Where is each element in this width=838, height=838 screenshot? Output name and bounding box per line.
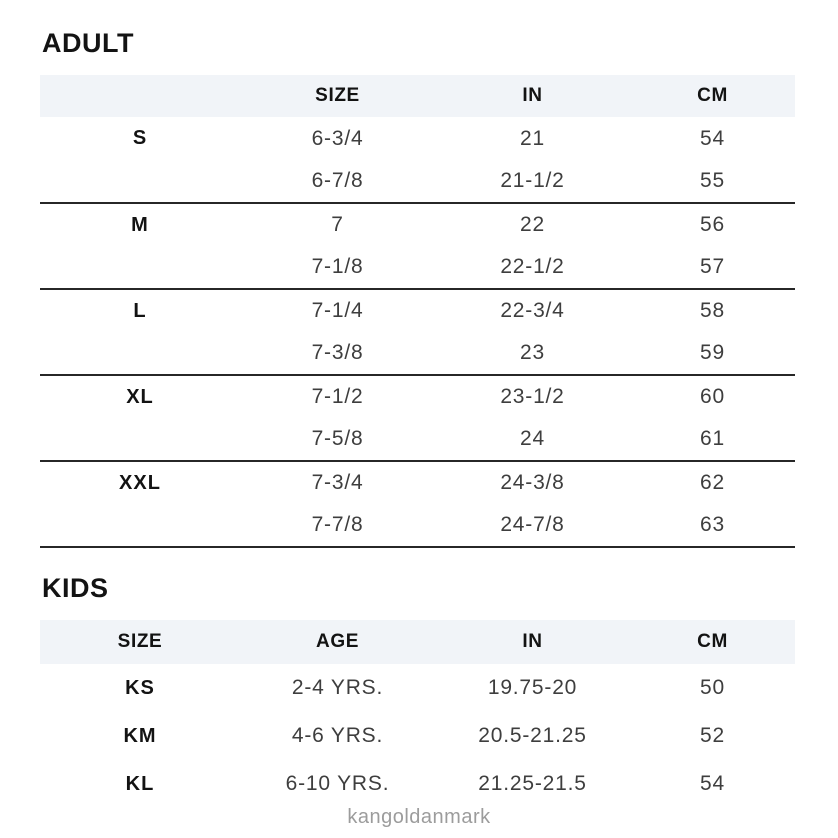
cell-cm: 61	[630, 418, 795, 461]
cell-size: 7-3/8	[240, 332, 435, 375]
cell-in: 19.75-20	[487, 676, 578, 699]
adult-header-cm: CM	[630, 75, 795, 117]
kids-header-cm: CM	[630, 620, 795, 664]
table-row	[40, 203, 795, 246]
cell-size: 6-7/8	[240, 160, 435, 203]
kids-section-title: KIDS	[42, 573, 109, 603]
adult-size-table	[40, 75, 795, 548]
cell-cm: 54	[700, 126, 725, 150]
cell-in: 21-1/2	[435, 160, 630, 203]
cell-size: 7	[331, 213, 344, 236]
size-label-kl: KL	[125, 772, 155, 795]
table-row	[40, 461, 795, 504]
table-row	[40, 418, 795, 461]
table-row	[40, 712, 795, 760]
table-row	[40, 760, 795, 808]
adult-header-blank	[40, 75, 240, 117]
kids-header-size: SIZE	[40, 620, 240, 664]
cell-size: 7-1/2	[311, 385, 364, 408]
size-label-l: L	[133, 299, 147, 322]
kids-header-row	[40, 620, 795, 664]
cell-in: 21.25-21.5	[478, 772, 587, 795]
cell-in: 22-1/2	[435, 246, 630, 289]
cell-cm: 57	[630, 246, 795, 289]
table-row	[40, 117, 795, 160]
cell-cm: 59	[630, 332, 795, 375]
cell-age: 4-6 YRS.	[291, 724, 384, 747]
size-label-ks: KS	[125, 676, 155, 699]
cell-in: 22	[520, 213, 545, 236]
cell-in: 21	[520, 126, 545, 150]
size-label-km: KM	[123, 724, 157, 747]
cell-cm: 63	[630, 504, 795, 547]
table-row	[40, 289, 795, 332]
cell-cm: 56	[700, 213, 725, 236]
table-row	[40, 246, 795, 289]
cell-cm: 52	[700, 724, 725, 747]
cell-in: 24	[435, 418, 630, 461]
size-chart-page	[0, 28, 838, 808]
cell-in: 23	[435, 332, 630, 375]
cell-age: 2-4 YRS.	[291, 676, 384, 699]
adult-table-header	[40, 75, 795, 117]
cell-blank	[40, 332, 240, 375]
watermark-text: kangoldanmark	[347, 806, 491, 828]
cell-in: 23-1/2	[500, 385, 565, 408]
table-row	[40, 332, 795, 375]
cell-cm: 54	[700, 772, 725, 795]
adult-section-title: ADULT	[42, 28, 134, 58]
cell-cm: 62	[700, 471, 725, 494]
table-row	[40, 375, 795, 418]
adult-header-in: IN	[435, 75, 630, 117]
cell-size: 7-7/8	[240, 504, 435, 547]
cell-cm: 55	[630, 160, 795, 203]
size-label-xxl: XXL	[119, 471, 161, 494]
cell-size: 6-3/4	[311, 126, 364, 150]
cell-in: 20.5-21.25	[478, 724, 587, 747]
cell-blank	[40, 160, 240, 203]
size-label-xl: XL	[126, 385, 154, 408]
cell-size: 7-5/8	[240, 418, 435, 461]
cell-blank	[40, 246, 240, 289]
adult-header-size: SIZE	[240, 75, 435, 117]
cell-in: 22-3/4	[500, 299, 565, 322]
cell-in: 24-3/8	[500, 471, 565, 494]
cell-blank	[40, 418, 240, 461]
cell-in: 24-7/8	[435, 504, 630, 547]
table-row	[40, 664, 795, 712]
size-label-m: M	[131, 213, 149, 236]
cell-size: 7-1/8	[240, 246, 435, 289]
cell-cm: 50	[700, 676, 725, 699]
kids-size-table	[40, 620, 795, 808]
kids-header-in: IN	[435, 620, 630, 664]
cell-blank	[40, 504, 240, 547]
cell-size: 7-1/4	[311, 299, 364, 322]
table-row	[40, 504, 795, 547]
cell-cm: 58	[700, 299, 725, 322]
size-label-s: S	[132, 127, 148, 149]
kids-table-header	[40, 620, 795, 664]
adult-header-row	[40, 75, 795, 117]
table-row	[40, 160, 795, 203]
cell-size: 7-3/4	[311, 471, 364, 494]
kids-header-age: AGE	[240, 620, 435, 664]
cell-cm: 60	[700, 385, 725, 408]
cell-age: 6-10 YRS.	[285, 772, 390, 795]
